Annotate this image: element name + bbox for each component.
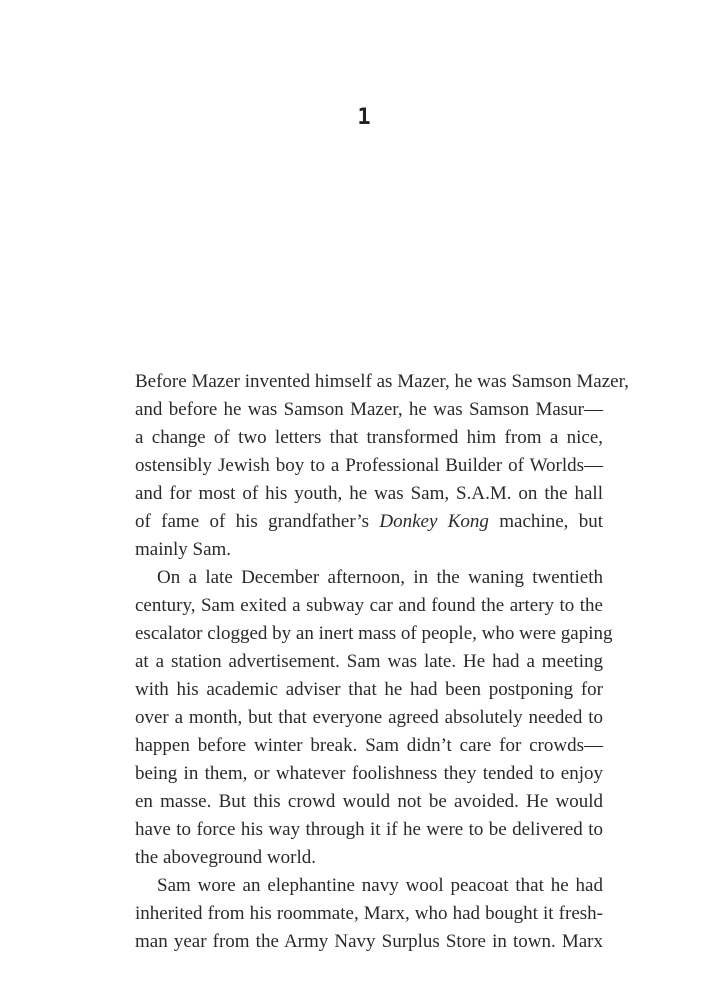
text-line: escalator clogged by an inert mass of people, who were gaping: [135, 623, 613, 644]
text-line: over a month, but that everyone agreed absolutely needed to: [135, 707, 603, 728]
text-line: being in them, or whatever foolishness they tended to enjoy: [135, 763, 603, 784]
text-segment: machine, but: [488, 511, 603, 532]
text-segment: of fame of his grandfather’s: [135, 511, 380, 532]
text-line: and for most of his youth, he was Sam, S.A.M. on the hall: [135, 483, 603, 504]
text-line: mainly Sam.: [135, 539, 232, 560]
chapter-number: 1: [357, 105, 371, 130]
italic-title: Donkey Kong: [379, 511, 489, 532]
text-line: Sam wore an elephantine navy wool peacoat that he had: [157, 875, 603, 896]
text-line: [135, 508, 603, 536]
text-line: ostensibly Jewish boy to a Professional Builder of Worlds—: [135, 455, 603, 476]
text-line: a change of two letters that transformed him from a nice,: [135, 427, 603, 448]
text-line: the aboveground world.: [135, 847, 316, 868]
text-line: at a station advertisement. Sam was late. He had a meeting: [135, 651, 603, 672]
text-line: and before he was Samson Mazer, he was Samson Masur—: [135, 399, 603, 420]
text-line: en masse. But this crowd would not be avoided. He would: [135, 791, 603, 812]
text-line: have to force his way through it if he were to be delivered to: [135, 819, 603, 840]
text-line: On a late December afternoon, in the waning twentieth: [157, 567, 603, 588]
text-line: Before Mazer invented himself as Mazer, he was Samson Mazer,: [135, 371, 629, 392]
text-line: man year from the Army Navy Surplus Store in town. Marx: [135, 931, 603, 952]
body-text: [135, 368, 629, 956]
text-line: happen before winter break. Sam didn’t care for crowds—: [135, 735, 603, 756]
text-line: century, Sam exited a subway car and found the artery to the: [135, 595, 603, 616]
text-line: with his academic adviser that he had been postponing for: [135, 679, 603, 700]
text-line: inherited from his roommate, Marx, who had bought it fresh-: [135, 903, 603, 924]
